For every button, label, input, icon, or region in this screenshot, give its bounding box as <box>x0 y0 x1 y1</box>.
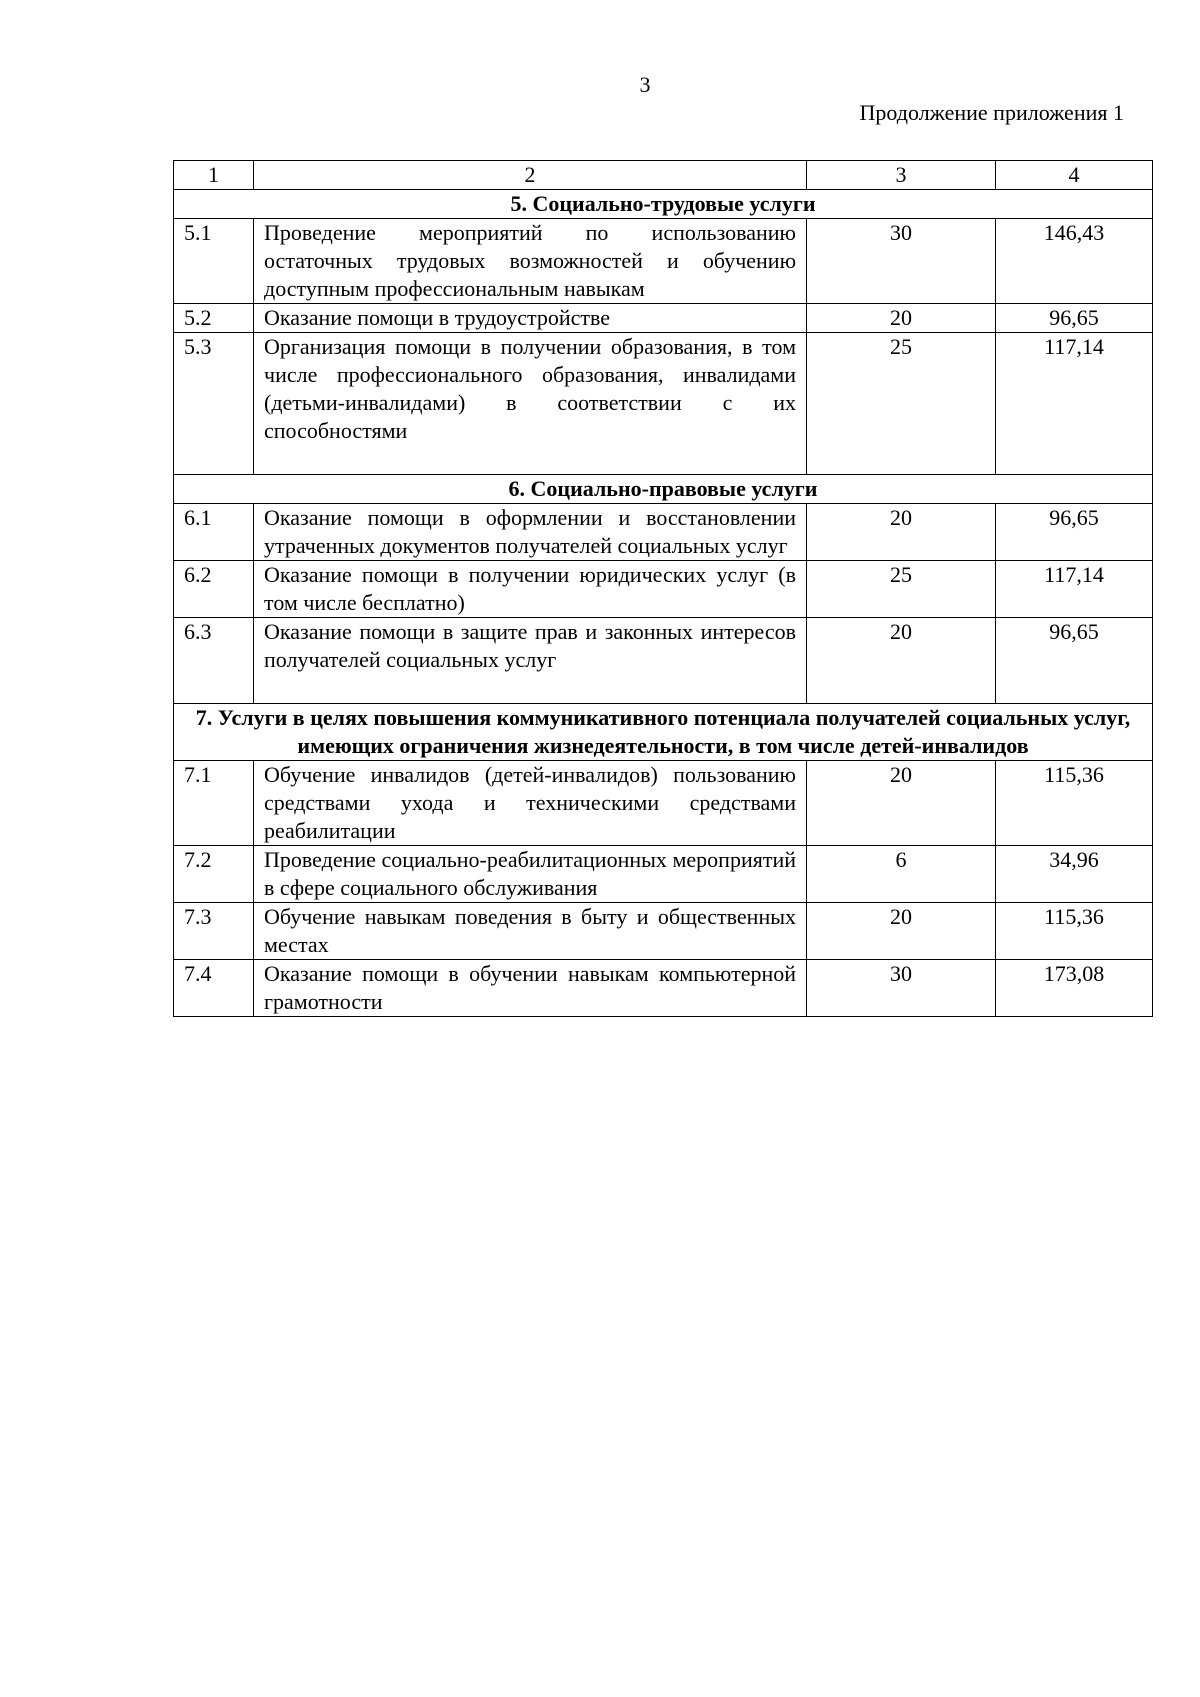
row-number: 7.4 <box>174 960 254 1017</box>
service-description: Проведение социально-реабилитационных мероприятий в сфере социального обслуживания <box>254 846 807 903</box>
row-number: 7.2 <box>174 846 254 903</box>
row-number: 5.2 <box>174 304 254 333</box>
service-description: Оказание помощи в защите прав и законных интересов получателей социальных услуг <box>254 618 807 704</box>
column-3-value: 30 <box>807 960 996 1017</box>
column-number: 4 <box>996 161 1153 190</box>
column-4-value: 115,36 <box>996 903 1153 960</box>
section-header-row <box>174 190 1153 219</box>
table-row <box>174 333 1153 475</box>
section-title: 5. Социально-трудовые услуги <box>174 190 1153 219</box>
table-row <box>174 761 1153 846</box>
services-table <box>173 160 1153 1017</box>
row-number: 6.2 <box>174 561 254 618</box>
column-4-value: 117,14 <box>996 333 1153 475</box>
column-4-value: 34,96 <box>996 846 1153 903</box>
column-number: 3 <box>807 161 996 190</box>
page-number: 3 <box>639 72 651 97</box>
column-3-value: 25 <box>807 333 996 475</box>
row-number: 5.3 <box>174 333 254 475</box>
column-number-row <box>174 161 1153 190</box>
service-description: Оказание помощи в получении юридических услуг (в том числе бесплатно) <box>254 561 807 618</box>
column-3-value: 6 <box>807 846 996 903</box>
table-row <box>174 903 1153 960</box>
column-4-value: 96,65 <box>996 504 1153 561</box>
table-row <box>174 618 1153 704</box>
table-row <box>174 846 1153 903</box>
column-3-value: 20 <box>807 304 996 333</box>
row-number: 6.3 <box>174 618 254 704</box>
service-description: Обучение инвалидов (детей-инвалидов) пользованию средствами ухода и техническими средствами реабилитации <box>254 761 807 846</box>
row-number: 6.1 <box>174 504 254 561</box>
service-description: Обучение навыкам поведения в быту и общественных местах <box>254 903 807 960</box>
appendix-continuation-label: Продолжение приложения 1 <box>859 100 1124 125</box>
service-description: Оказание помощи в оформлении и восстановлении утраченных документов получателей социальных услуг <box>254 504 807 561</box>
column-4-value: 115,36 <box>996 761 1153 846</box>
column-number: 1 <box>174 161 254 190</box>
column-3-value: 30 <box>807 219 996 304</box>
table-row <box>174 561 1153 618</box>
column-4-value: 96,65 <box>996 618 1153 704</box>
service-description: Организация помощи в получении образования, в том числе профессионального образования, инвалидами (детьми-инвалидами) в соответствии с их способностями <box>254 333 807 475</box>
column-4-value: 96,65 <box>996 304 1153 333</box>
column-number: 2 <box>254 161 807 190</box>
column-3-value: 25 <box>807 561 996 618</box>
table-row <box>174 504 1153 561</box>
column-3-value: 20 <box>807 761 996 846</box>
column-3-value: 20 <box>807 618 996 704</box>
table-row <box>174 960 1153 1017</box>
column-3-value: 20 <box>807 504 996 561</box>
section-title: 6. Социально-правовые услуги <box>174 475 1153 504</box>
service-description: Проведение мероприятий по использованию остаточных трудовых возможностей и обучению доступным профессиональным навыкам <box>254 219 807 304</box>
service-description: Оказание помощи в обучении навыкам компьютерной грамотности <box>254 960 807 1017</box>
column-4-value: 173,08 <box>996 960 1153 1017</box>
service-description: Оказание помощи в трудоустройстве <box>254 304 807 333</box>
table-row <box>174 219 1153 304</box>
row-number: 7.3 <box>174 903 254 960</box>
column-4-value: 117,14 <box>996 561 1153 618</box>
section-header-row <box>174 704 1153 761</box>
section-title: 7. Услуги в целях повышения коммуникативного потенциала получателей социальных услуг, имеющих ограничения жизнедеятельности, в том числе детей-инвалидов <box>174 704 1153 761</box>
table-row <box>174 304 1153 333</box>
section-header-row <box>174 475 1153 504</box>
column-4-value: 146,43 <box>996 219 1153 304</box>
row-number: 5.1 <box>174 219 254 304</box>
row-number: 7.1 <box>174 761 254 846</box>
column-3-value: 20 <box>807 903 996 960</box>
